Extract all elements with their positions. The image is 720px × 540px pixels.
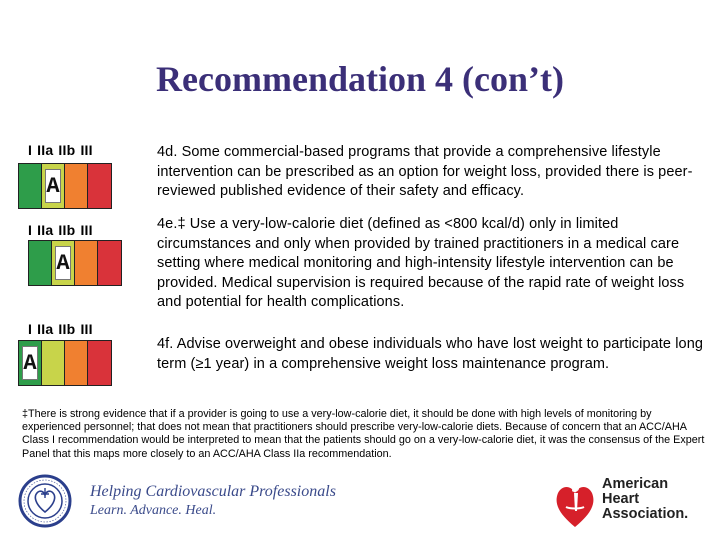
tagline-line2: Learn. Advance. Heal. (90, 503, 217, 518)
class-iia-bar (42, 164, 65, 208)
footnote: ‡There is strong evidence that if a provider is going to use a very-low-calorie diet, it should be done with high levels of monitoring by experienced personnel; that does not mean that practitioners should prescribe very-low-calorie diets. Because of concern that an ACC/AHA Class I recommendation would be interpreted to mean that the patients should go on a very-low-calorie diet, it was the consensus of the Expert Panel that this maps more closely to an ACC/AHA Class IIa recommendation. (22, 408, 705, 460)
class-iia-bar (52, 241, 75, 285)
recommendation-text: 4d. Some commercial-based programs that provide a comprehensive lifestyle intervention can be prescribed as an option for weight loss, provided there is peer-reviewed published evidence of their safety and efficacy. (157, 144, 693, 199)
tagline (90, 483, 336, 519)
evidence-level: A (22, 346, 38, 380)
aha-wordmark (602, 477, 688, 522)
recommendation-text: 4f. Advise overweight and obese individuals who have lost weight to participate long term (≥1 year) in a comprehensive weight loss maintenance program. (157, 336, 704, 372)
evidence-grid (28, 240, 122, 286)
class-iii-bar (98, 241, 121, 285)
evidence-grid (18, 340, 112, 386)
class-i-bar (19, 341, 42, 385)
aha-line3: Association. (602, 506, 689, 522)
evidence-level: A (55, 246, 71, 280)
class-header: I IIa IIb III (28, 321, 93, 337)
page-title: Recommendation 4 (con’t) (156, 59, 564, 99)
aha-branding (552, 477, 688, 529)
evidence-level: A (45, 169, 61, 203)
aha-line1: American (602, 476, 669, 492)
aha-heart-torch-icon (552, 477, 598, 529)
class-header: I IIa IIb III (28, 222, 93, 238)
recommendation-text: 4e.‡ Use a very-low-calorie diet (defined as <800 kcal/d) only in limited circumstances and only when provided by trained practitioners in a medical care setting where medical monitoring and high-intensity lifestyle intervention can be provided. Medical supervision is required because of the rapid rate of weight loss and potential for health complications. (157, 216, 685, 310)
acc-branding (18, 474, 336, 528)
class-iib-bar (65, 341, 88, 385)
class-iib-bar (75, 241, 98, 285)
acc-seal-icon (18, 474, 72, 528)
aha-line2: Heart (602, 491, 640, 507)
evidence-grid (18, 163, 112, 209)
class-iii-bar (88, 164, 111, 208)
class-iib-bar (65, 164, 88, 208)
tagline-line1: Helping Cardiovascular Professionals (90, 483, 336, 500)
class-header: I IIa IIb III (28, 142, 93, 158)
class-iii-bar (88, 341, 111, 385)
class-iia-bar (42, 341, 65, 385)
class-i-bar (29, 241, 52, 285)
class-i-bar (19, 164, 42, 208)
